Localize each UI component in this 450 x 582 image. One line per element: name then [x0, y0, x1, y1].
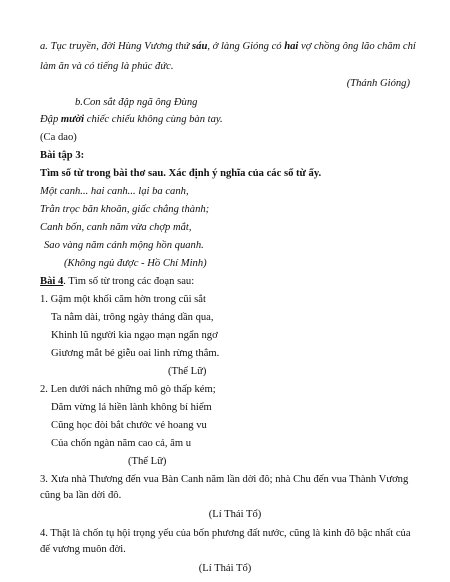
p2-line-2: Dăm vừng lá hiền lành không bí hiểm	[51, 402, 212, 413]
b-line-1: b.Con sắt đập ngã ông Đùng	[75, 97, 198, 108]
p4-line-1: 4. Thật là chốn tụ hội trọng yếu của bốn phương đất nước, cũng là kinh đô bậc nhất của	[40, 528, 411, 539]
a-line-1	[40, 40, 416, 53]
number-word-muoi: mười	[60, 114, 85, 125]
b-source: (Ca dao)	[40, 132, 77, 143]
b-text-2: chiếc chiếu không cùng bàn tay.	[84, 114, 223, 125]
p1-source: (Thế Lữ)	[168, 366, 207, 377]
poem-line-3: Canh bốn, canh năm vừa chợp mắt,	[40, 222, 192, 233]
number-word-sau: sáu	[192, 41, 208, 52]
p2-line-3: Cũng học đòi bắt chước vẻ hoang vu	[51, 420, 207, 431]
a-text-3: vợ chồng ông lão chăm chỉ	[298, 41, 416, 52]
exercise-3-prompt: Tìm số từ trong bài thơ sau. Xác định ý nghĩa của các số từ ấy.	[40, 168, 322, 179]
poem-line-2: Trằn trọc băn khoăn, giấc chẳng thành;	[40, 204, 210, 215]
exercise-4-prompt: . Tìm số từ trong các đoạn sau:	[63, 276, 195, 287]
p2-source: (Thế Lữ)	[128, 456, 167, 467]
poem-source: (Không ngủ được - Hồ Chí Minh)	[64, 258, 207, 269]
poem-line-1: Một canh... hai canh... lại ba canh,	[40, 186, 189, 197]
exercise-4-title: Bài 4	[40, 276, 64, 287]
a-line-2: làm ăn và có tiếng là phúc đức.	[40, 61, 174, 72]
a-text-1: a. Tục truyền, đời Hùng Vương thứ	[40, 41, 193, 52]
poem-line-4: Sao vàng năm cánh mộng hồn quanh.	[44, 240, 204, 251]
p2-line-1: 2. Len dưới nách những mô gò thấp kém;	[40, 384, 216, 395]
b-text-1: Đập	[40, 114, 61, 125]
p4-line-2: đế vương muôn đời.	[40, 544, 126, 555]
a-text-2: , ở làng Gióng có	[207, 41, 285, 52]
p1-line-3: Khinh lũ người kia ngạo mạn ngẩn ngơ	[51, 330, 218, 341]
b-line-2	[40, 113, 410, 126]
p4-source: (Lí Thái Tổ)	[198, 563, 252, 574]
p1-line-4: Giương mắt bé giễu oai linh rừng thẳm.	[51, 348, 220, 359]
exercise-3-title: Bài tập 3:	[40, 150, 85, 161]
exercise-4-heading	[40, 275, 410, 288]
p2-line-4: Của chốn ngàn năm cao cả, âm u	[51, 438, 192, 449]
p1-line-1: 1. Gậm một khối căm hờn trong cũi sắt	[40, 294, 206, 305]
p3-source: (Lí Thái Tổ)	[208, 509, 262, 520]
p3-line-1: 3. Xưa nhà Thương đến vua Bàn Canh năm lần dời đô; nhà Chu đến vua Thành Vương	[40, 474, 409, 485]
number-word-hai: hai	[284, 41, 299, 52]
p3-line-2: cũng ba lần dời đô.	[40, 490, 122, 501]
a-source: (Thánh Gióng)	[346, 78, 410, 89]
p1-line-2: Ta nằm dài, trông ngày tháng dần qua,	[51, 312, 214, 323]
